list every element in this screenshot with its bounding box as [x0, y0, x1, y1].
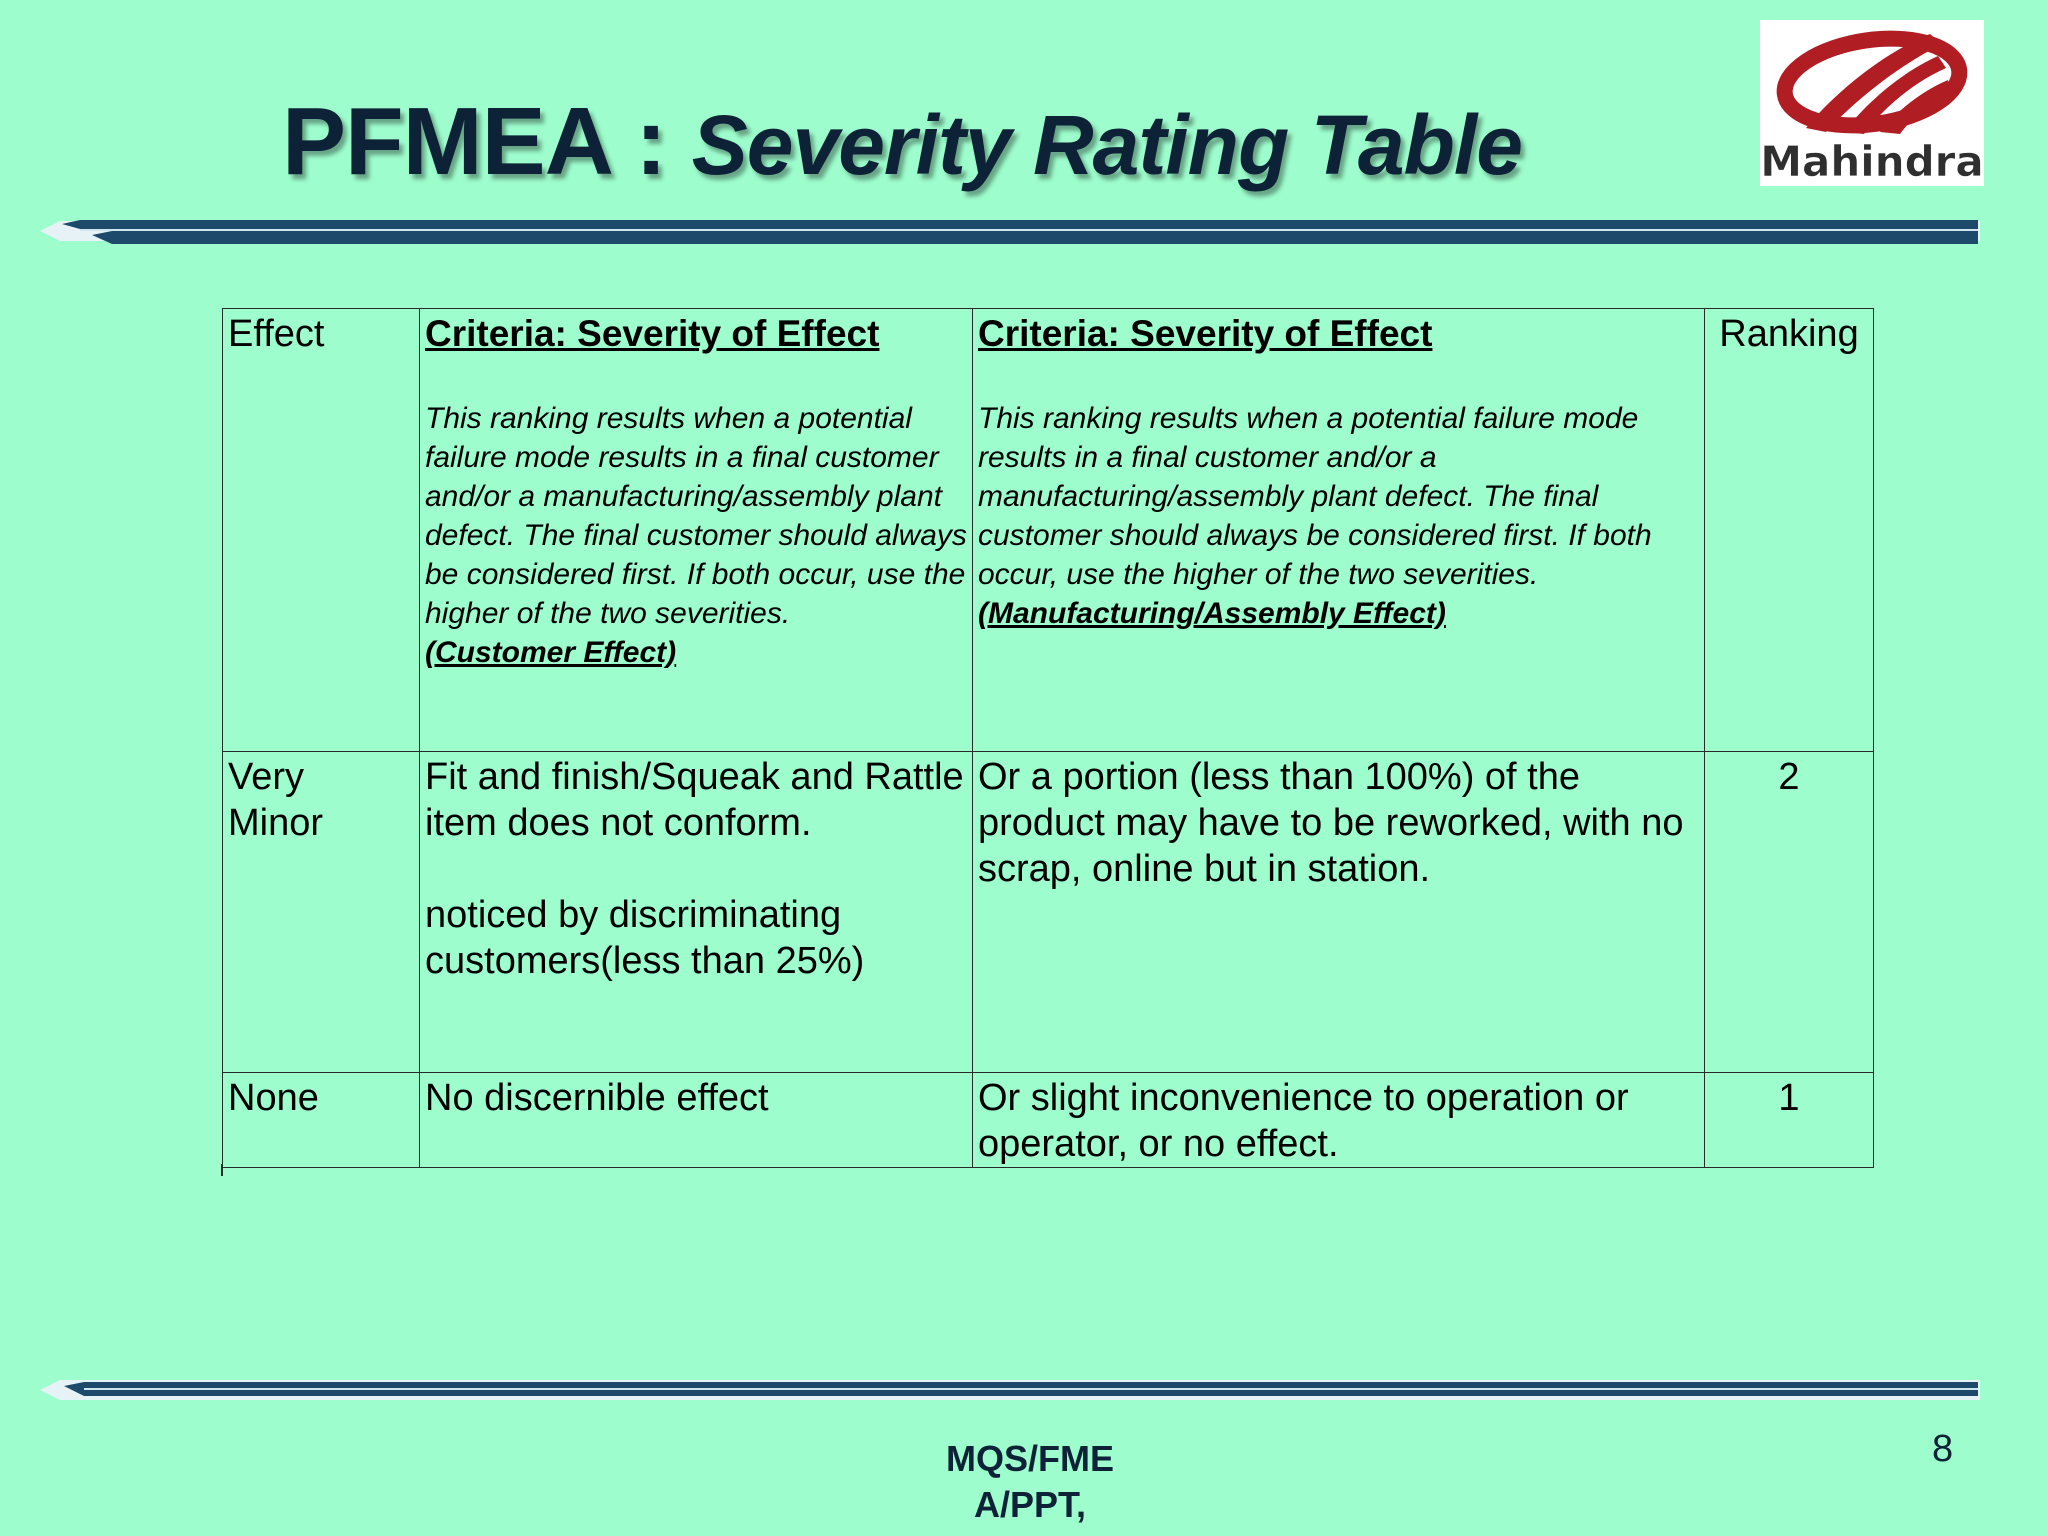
- customer-criteria-title: Criteria: Severity of Effect: [425, 313, 880, 354]
- customer-effect-cell: No discernible effect: [420, 1073, 973, 1168]
- footer-line-1: MQS/FME: [946, 1438, 1114, 1479]
- table-edge: [221, 1164, 223, 1176]
- ranking-cell: 2: [1705, 752, 1874, 1073]
- effect-cell: [223, 752, 420, 1073]
- manufacturing-effect-label: (Manufacturing/Assembly Effect): [978, 597, 1446, 630]
- effect-minor: Minor: [228, 802, 324, 844]
- title-main: Severity Rating Table: [691, 98, 1522, 192]
- top-divider: [40, 218, 1980, 246]
- logo-emblem-icon: [1779, 28, 1965, 136]
- ranking-cell: 1: [1705, 1073, 1874, 1168]
- page-number: 8: [1932, 1428, 1954, 1470]
- customer-criteria-description: This ranking results when a potential failure mode results in a final customer and/or a manufacturing/assembly plant defect. The final customer should always be considered first. If both occur, use the higher of the two severities.: [425, 402, 967, 630]
- header-manufacturing-criteria: [973, 309, 1705, 752]
- effect-cell: None: [223, 1073, 420, 1168]
- bottom-divider: [40, 1378, 1980, 1402]
- header-customer-criteria: [420, 309, 973, 752]
- header-effect: Effect: [223, 309, 420, 752]
- logo-wordmark: Mahindra: [1760, 137, 1984, 186]
- manufacturing-criteria-description: This ranking results when a potential failure mode results in a final customer and/or a manufacturing/assembly plant defect. The final customer should always be considered first. If both occur, use the higher of the two severities.: [978, 402, 1652, 591]
- customer-effect-note: noticed by discriminating customers(less than 25%): [425, 894, 865, 982]
- customer-effect-label: (Customer Effect): [425, 636, 677, 669]
- mahindra-logo: [1760, 20, 1984, 186]
- slide-title: [282, 82, 1522, 205]
- header-ranking: Ranking: [1705, 309, 1874, 752]
- table-row: [223, 752, 1874, 1073]
- effect-very: Very: [228, 756, 305, 798]
- manufacturing-effect-cell: Or a portion (less than 100%) of the product may have to be reworked, with no scrap, online but in station.: [973, 752, 1705, 1073]
- title-prefix: PFMEA :: [282, 88, 692, 195]
- footer-line-2: A/PPT,: [973, 1484, 1087, 1525]
- table-header-row: [223, 309, 1874, 752]
- footer-reference: [920, 1436, 1140, 1528]
- table-row: [223, 1073, 1874, 1168]
- severity-rating-table: [222, 308, 1874, 1168]
- customer-effect-text: Fit and finish/Squeak and Rattle item does not conform.: [425, 756, 964, 844]
- manufacturing-effect-cell: Or slight inconvenience to operation or operator, or no effect.: [973, 1073, 1705, 1168]
- customer-effect-cell: [420, 752, 973, 1073]
- manufacturing-criteria-title: Criteria: Severity of Effect: [978, 313, 1433, 354]
